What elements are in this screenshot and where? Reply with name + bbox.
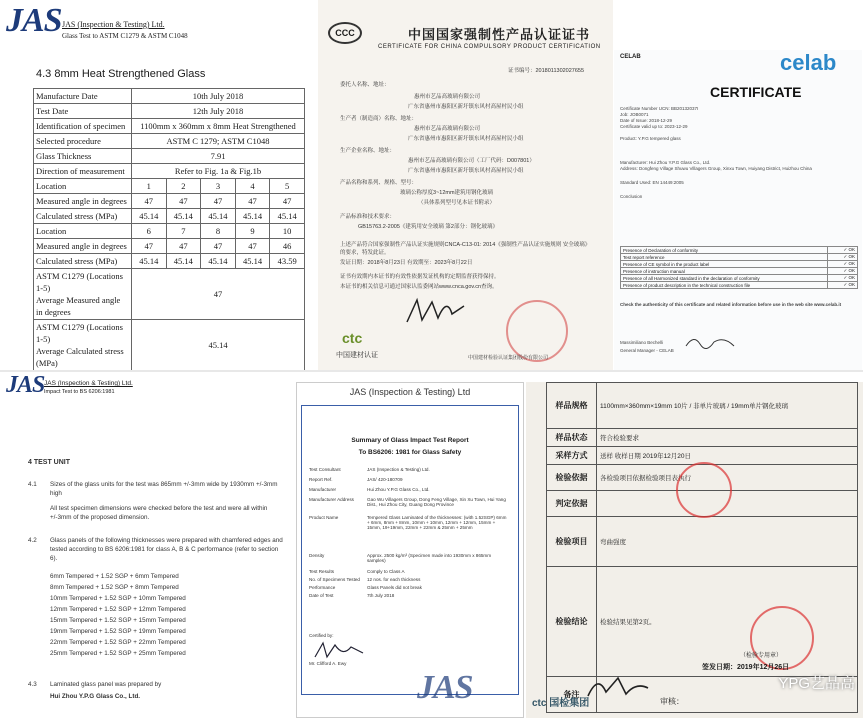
table-cell: Test report reference xyxy=(621,254,828,261)
table-row xyxy=(547,567,858,677)
table-cell: 45.14 xyxy=(201,209,236,224)
field-label: Density xyxy=(309,553,325,558)
row-label: Measured angle in degrees xyxy=(34,239,132,254)
table-row xyxy=(621,275,858,282)
row-value: 12th July 2018 xyxy=(132,104,305,119)
certificate-field: Product: Y.P.G tempered glass xyxy=(620,136,681,141)
celab-small-label: CELAB xyxy=(620,54,641,60)
report-header: JAS (Inspection & Testing) Ltd xyxy=(349,387,471,397)
summary-row xyxy=(309,515,509,530)
signer-name: Mr. Clifford A. Ewy xyxy=(309,661,347,666)
manufacturer-name: Hui Zhou Y.P.G Glass Co., Ltd. xyxy=(50,693,141,700)
certificate-line: 生产企业名称、地址： xyxy=(340,148,396,154)
table-cell: 45.14 xyxy=(201,254,236,269)
row-label: 判定依据 xyxy=(547,491,597,517)
summary-row xyxy=(309,593,509,598)
certificate-field: Address: Dongfeng Village Shuwu Villagers Group, Xinxu Town, Huiyang District, Huizhou China xyxy=(620,166,812,171)
summary-row xyxy=(309,553,509,563)
table-cell: Presence of CE symbol in the product label xyxy=(621,261,828,268)
signer-name: Massimiliano Bechelli xyxy=(620,340,664,345)
list-item: 12mm Tempered + 1.52 SGP + 12mm Tempered xyxy=(50,606,186,613)
row-label: Measured angle in degrees xyxy=(34,194,132,209)
table-row xyxy=(621,254,858,261)
table-cell: 47 xyxy=(270,194,305,209)
summary-title: Summary of Glass Impact Test Report xyxy=(351,437,469,444)
summary-row xyxy=(309,477,509,482)
certificate-field: Standard Used: EN 14449:2005 xyxy=(620,180,684,185)
row-label xyxy=(34,320,132,371)
certificate-field: Certificate Number UCN: BB20132037I xyxy=(620,106,699,111)
certificate-line: 广东省惠州市惠阳区新圩镇东风村高屋村民小组 xyxy=(408,104,524,110)
paragraph-4-3: Laminated glass panel was prepared by xyxy=(50,681,162,688)
paragraph-4-2: Glass panels of the following thicknesses were prepared with chamfered edges and tested according to BS 6206:1981 for class A, B & C performance (refer to section 6). xyxy=(50,537,283,562)
status-badge: ✓ OK xyxy=(828,282,858,289)
jas-logo: JAS xyxy=(417,669,473,706)
report-header xyxy=(6,2,206,44)
table-row xyxy=(34,149,305,164)
field-value: Approx. 2500 kg/m³ (Specimen made into 1930mm x 865mm samples) xyxy=(367,553,492,563)
list-item: 10mm Tempered + 1.52 SGP + 10mm Tempered xyxy=(50,595,186,602)
field-value: Comply to Class A xyxy=(367,569,405,574)
paragraph-4-1b: All test specimen dimensions were checked before the test and were all within +/-3mm of the proposed dimension. xyxy=(50,505,268,521)
table-cell: 10 xyxy=(270,224,305,239)
celab-certificate xyxy=(614,50,862,370)
table-row xyxy=(34,269,305,320)
table-cell: Presence of Declaration of conformity xyxy=(621,247,828,254)
stress-results-table xyxy=(33,88,305,370)
red-seal-icon xyxy=(506,300,568,362)
certificate-line: 惠州市艺品高玻璃有限公司（工厂代码：D007801） xyxy=(408,158,535,164)
certificate-line: 生产者（制造商）名称、地址： xyxy=(340,116,418,122)
ypg-watermark: YPG艺品高 xyxy=(778,675,855,692)
jas-logo: JAS xyxy=(6,2,62,39)
row-value: 检验结果见第2页。 xyxy=(597,567,858,677)
row-label: Identification of specimen xyxy=(34,119,132,134)
field-label: Report Ref. xyxy=(309,477,333,482)
certified-label: Certified by: xyxy=(309,633,334,638)
stamp-label: （检验专用章） xyxy=(740,653,783,659)
table-row xyxy=(34,179,305,194)
table-row xyxy=(621,282,858,289)
certificate-heading: CERTIFICATE xyxy=(710,84,802,100)
status-badge: ✓ OK xyxy=(828,268,858,275)
table-cell: 45.14 xyxy=(235,254,270,269)
paragraph-number: 4.2 xyxy=(28,537,37,544)
signature-icon xyxy=(584,672,654,702)
table-cell: 47 xyxy=(201,239,236,254)
red-seal-icon xyxy=(676,462,732,518)
status-badge: ✓ OK xyxy=(828,275,858,282)
table-cell: 46 xyxy=(270,239,305,254)
red-seal-icon xyxy=(750,606,814,670)
table-row xyxy=(621,261,858,268)
certificate-subtitle: CERTIFICATE FOR CHINA COMPULSORY PRODUCT CERTIFICATION xyxy=(378,44,601,50)
table-row xyxy=(34,119,305,134)
table-cell: Presence of product description in the technical construction file xyxy=(621,282,828,289)
section-heading: 4 TEST UNIT xyxy=(28,459,71,466)
table-row xyxy=(34,320,305,371)
table-cell: Presence of all Harmonized standard in the declaration of conformity xyxy=(621,275,828,282)
table-cell: 47 xyxy=(235,239,270,254)
ctc-logo-caption: 中国建材认证 xyxy=(336,352,378,359)
table-row xyxy=(34,104,305,119)
list-item: 22mm Tempered + 1.52 SGP + 22mm Tempered xyxy=(50,639,186,646)
company-name: JAS (Inspection & Testing) Ltd. xyxy=(44,380,133,387)
table-row xyxy=(34,239,305,254)
row-label: Location xyxy=(34,224,132,239)
impact-test-summary xyxy=(296,382,524,718)
ccc-certificate xyxy=(318,0,613,370)
certificate-line: 惠州市艺品高玻璃有限公司 xyxy=(414,94,481,100)
certificate-line: 证书有效期内本证书的有效性依据发证机构的定期监督获得保持。 xyxy=(340,274,500,280)
table-row xyxy=(34,224,305,239)
authenticity-note: Check the authenticity of this certificate and related information before use in the web site www.celab.it xyxy=(620,302,842,307)
field-value: JAS/ 420-180709 xyxy=(367,477,403,482)
row-label: 采样方式 xyxy=(547,447,597,465)
certificate-line: 发证日期：2018年8月23日 有效期至：2023年8月22日 xyxy=(340,260,473,266)
table-cell: 6 xyxy=(132,224,167,239)
row-value: Refer to Fig. 1a & Fig.1b xyxy=(132,164,305,179)
status-badge: ✓ OK xyxy=(828,247,858,254)
paragraph-number: 4.3 xyxy=(28,681,37,688)
paragraph-number: 4.1 xyxy=(28,481,37,488)
field-label: No. of Specimens Tested xyxy=(309,577,360,582)
field-label: Product Name xyxy=(309,515,339,520)
table-cell: 5 xyxy=(270,179,305,194)
section-heading: 4.3 8mm Heat Strengthened Glass xyxy=(36,68,206,80)
table-cell: 45.14 xyxy=(132,209,167,224)
certificate-line: 委托人名称、地址： xyxy=(340,82,390,88)
row-value: 45.14 xyxy=(132,320,305,371)
ctc-logo: ctc xyxy=(342,330,363,346)
row-value: ASTM C 1279; ASTM C1048 xyxy=(132,134,305,149)
row-value: 10th July 2018 xyxy=(132,89,305,104)
certificate-field: Date of Issue: 2018-12-29 xyxy=(620,118,673,123)
approve-label: 审核： xyxy=(660,697,684,706)
conformity-table xyxy=(620,246,858,289)
row-label: Glass Thickness xyxy=(34,149,132,164)
list-item: 8mm Tempered + 1.52 SGP + 8mm Tempered xyxy=(50,584,179,591)
table-cell: 43.59 xyxy=(270,254,305,269)
row-label-line1: ASTM C1279 (Locations 1-5) xyxy=(36,271,123,293)
row-value: 47 xyxy=(132,269,305,320)
summary-row xyxy=(309,487,509,492)
row-label: Selected procedure xyxy=(34,134,132,149)
row-label: Direction of measurement xyxy=(34,164,132,179)
table-cell: 45.14 xyxy=(166,209,201,224)
status-badge: ✓ OK xyxy=(828,261,858,268)
signature-icon xyxy=(313,639,373,661)
paragraph-4-1: Sizes of the glass units for the test was 865mm +/-3mm wide by 1930mm +/-3mm high xyxy=(50,481,278,497)
list-item: 15mm Tempered + 1.52 SGP + 15mm Tempered xyxy=(50,617,186,624)
field-value: Gao Wu Villagers Group, Dong Feng Village, Xin Xu Town, Hui Yang Dist., Hui Zhou City, Guang Dong Province xyxy=(367,497,506,507)
row-label: 样品规格 xyxy=(547,383,597,429)
row-label: Calculated stress (MPa) xyxy=(34,209,132,224)
table-row xyxy=(621,268,858,275)
table-row xyxy=(547,429,858,447)
status-badge: ✓ OK xyxy=(828,254,858,261)
divider xyxy=(0,370,863,372)
certificate-field: Job: JOB0071 xyxy=(620,112,649,117)
row-label xyxy=(34,269,132,320)
table-cell: 45.14 xyxy=(235,209,270,224)
certificate-field: Conclusion xyxy=(620,194,643,199)
signer-role: General Manager - CELAB xyxy=(620,348,674,353)
field-label: Manufacturer xyxy=(309,487,337,492)
row-value: 1100mm×360mm×19mm 10片 / 非单片玻璃 / 19mm单片钢化玻璃 xyxy=(597,383,858,429)
field-label: Test Results xyxy=(309,569,335,574)
issue-date: 签发日期：2019年12月26日 xyxy=(702,664,790,671)
table-cell: 3 xyxy=(201,179,236,194)
row-label: Calculated stress (MPa) xyxy=(34,254,132,269)
certificate-number: 证书编号：2018011302027655 xyxy=(508,68,585,74)
certificate-line: 玻璃公称厚度3~12mm建筑用钢化玻璃 xyxy=(400,190,494,196)
field-label: Manufacturer Address xyxy=(309,497,354,502)
table-cell: 9 xyxy=(235,224,270,239)
summary-row xyxy=(309,497,509,507)
table-cell: 47 xyxy=(132,239,167,254)
report-subtitle: Glass Test to ASTM C1279 & ASTM C1048 xyxy=(62,32,188,40)
astm-stress-test-report xyxy=(0,0,316,370)
row-label: 检验依据 xyxy=(547,465,597,491)
signature-icon xyxy=(684,332,744,352)
certificate-line: 产品名称和系列、规格、型号： xyxy=(340,180,418,186)
table-cell: 2 xyxy=(166,179,201,194)
bs6206-test-unit-page xyxy=(0,372,295,718)
table-cell: 47 xyxy=(166,239,201,254)
certificate-line: 上述产品符合国家强制性产品认证实施规则CNCA-C13-01: 2014《强制性产品认证实施规则 安全玻璃》的要求，特发此证。 xyxy=(340,242,588,256)
row-label: Location xyxy=(34,179,132,194)
table-cell: 7 xyxy=(166,224,201,239)
certificate-line: 本证书的相关信息可通过国家认监委网站www.cnca.gov.cn查询。 xyxy=(340,284,498,290)
row-value: 1100mm x 360mm x 8mm Heat Strengthened xyxy=(132,119,305,134)
field-value: JAS (Inspection & Testing) Ltd. xyxy=(367,467,430,472)
row-value: 送样 收样日期 2019年12月20日 xyxy=(597,447,858,465)
table-cell: Presence of instruction manual xyxy=(621,268,828,275)
report-subtitle: Impact Test to BS 6206:1981 xyxy=(44,389,115,395)
list-item: 19mm Tempered + 1.52 SGP + 19mm Tempered xyxy=(50,628,186,635)
summary-row xyxy=(309,467,509,472)
table-cell: 45.14 xyxy=(166,254,201,269)
row-value: 各检验项目依据检验项目表执行 xyxy=(597,465,858,491)
cti-logo: ctc 国检集团 xyxy=(532,698,590,709)
inspection-report-cn xyxy=(526,382,863,718)
certificate-line: （具体系列型号见本证书附录） xyxy=(418,200,496,206)
row-value: 符合检验要求 xyxy=(597,429,858,447)
table-cell: 47 xyxy=(235,194,270,209)
ccc-mark-icon: CCC xyxy=(328,22,362,44)
certificate-line: 惠州市艺品高玻璃有限公司 xyxy=(414,126,481,132)
issuer-name: 中国建材检验认证集团股份有限公司 xyxy=(468,355,549,361)
celab-logo: celab xyxy=(780,50,837,75)
table-cell: 47 xyxy=(166,194,201,209)
table-cell: 45.14 xyxy=(132,254,167,269)
field-label: Test Consultant xyxy=(309,467,341,472)
table-row xyxy=(547,383,858,429)
signature-icon xyxy=(402,292,472,332)
certificate-line: GB15763.2-2005《建筑用安全玻璃 第2部分：钢化玻璃》 xyxy=(358,224,498,230)
field-label: Performance xyxy=(309,585,336,590)
table-row xyxy=(34,89,305,104)
certificate-line: 产品标准和技术要求： xyxy=(340,214,396,220)
table-cell: 47 xyxy=(132,194,167,209)
row-label: 检验项目 xyxy=(547,517,597,567)
summary-row xyxy=(309,585,509,590)
row-value: 7.91 xyxy=(132,149,305,164)
table-cell: 4 xyxy=(235,179,270,194)
list-item: 6mm Tempered + 1.52 SGP + 6mm Tempered xyxy=(50,573,179,580)
certificate-title: 中国国家强制性产品认证证书 xyxy=(408,27,591,42)
table-row xyxy=(34,164,305,179)
summary-subtitle: To BS6206: 1981 for Glass Safety xyxy=(358,449,462,456)
list-item: 25mm Tempered + 1.52 SGP + 25mm Tempered xyxy=(50,650,186,657)
field-value: Hui Zhou Y.P.G Glass Co., Ltd. xyxy=(367,487,430,492)
row-label: 检验结论 xyxy=(547,567,597,677)
table-row xyxy=(34,209,305,224)
summary-row xyxy=(309,577,509,582)
table-row xyxy=(34,194,305,209)
field-value: Glass Panels did not break xyxy=(367,585,422,590)
certificate-field: Certificate valid up to: 2023-12-29 xyxy=(620,124,688,129)
certificate-line: 广东省惠州市惠阳区新圩镇东风村高屋村民小组 xyxy=(408,168,524,174)
certificate-line: 广东省惠州市惠阳区新圩镇东风村高屋村民小组 xyxy=(408,136,524,142)
table-row xyxy=(621,247,858,254)
summary-row xyxy=(309,569,509,574)
field-label: Date of Test xyxy=(309,593,334,598)
table-row xyxy=(547,517,858,567)
field-value: Tempered Glass Laminated of the thicknesses: (with 1.52SGP) 6mm + 6mm, 8mm + 8mm, 10mm + 10mm, 12mm + 12mm, 15mm + 15mm, 19+19mm, 22mm + 22mm & 25mm + 25mm xyxy=(367,515,507,530)
table-row xyxy=(34,134,305,149)
table-row xyxy=(34,254,305,269)
field-value: 7th July 2018 xyxy=(367,593,395,598)
row-label-line2: Average Measured angle in degrees xyxy=(36,295,121,317)
row-label: Manufacture Date xyxy=(34,89,132,104)
row-value: 弯曲强度 xyxy=(597,517,858,567)
table-cell: 1 xyxy=(132,179,167,194)
field-value: 12 nos. for each thickness xyxy=(367,577,421,582)
row-label-line2: Average Calculated stress (MPa) xyxy=(36,346,124,368)
certificate-field: Manufacturer: Hui Zhou Y.P.G Glass Co., Ltd. xyxy=(620,160,711,165)
row-label-line1: ASTM C1279 (Locations 1-5) xyxy=(36,322,123,344)
table-cell: 47 xyxy=(201,194,236,209)
row-label: Test Date xyxy=(34,104,132,119)
company-name: JAS (Inspection & Testing) Ltd. xyxy=(62,20,165,29)
row-label: 备注 xyxy=(547,677,597,713)
table-cell: 45.14 xyxy=(270,209,305,224)
table-cell: 8 xyxy=(201,224,236,239)
jas-logo: JAS xyxy=(6,372,45,398)
row-label: 样品状态 xyxy=(547,429,597,447)
